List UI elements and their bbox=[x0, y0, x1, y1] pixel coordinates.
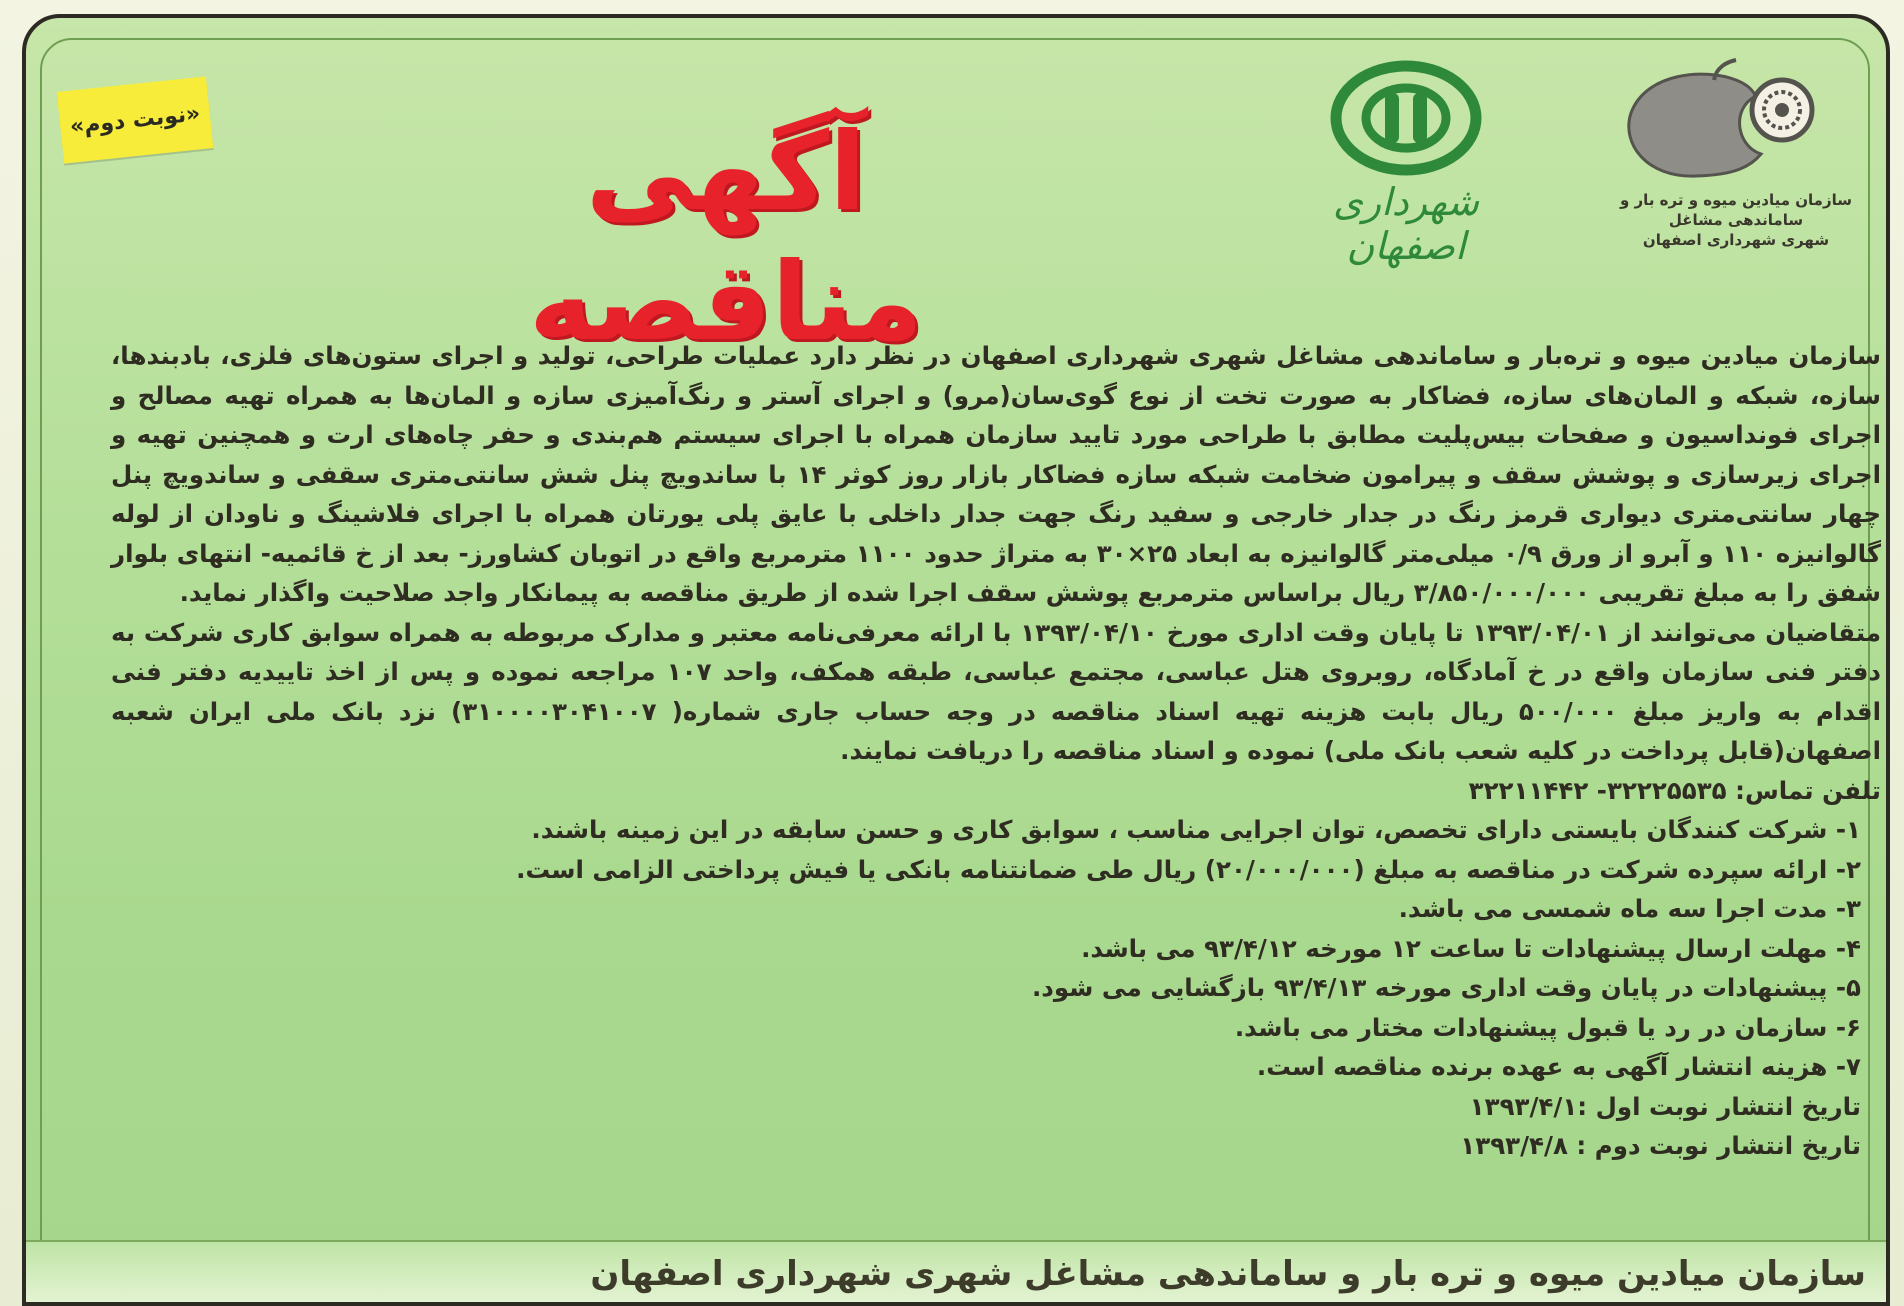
publication-dates bbox=[111, 1087, 1881, 1166]
second-publication-date: تاریخ انتشار نوبت دوم : ۱۳۹۳/۴/۸ bbox=[1460, 1131, 1861, 1160]
tender-advertisement bbox=[22, 14, 1890, 1306]
municipality-emblem-icon bbox=[1281, 58, 1531, 183]
condition-item: ۵- پیشنهادات در پایان وقت اداری مورخه ۹۳/۴/۱۳ بازگشایی می شود. bbox=[1031, 973, 1861, 1002]
phone-numbers: ۳۲۲۲۵۵۳۵- ۳۲۲۱۱۴۴۲ bbox=[1468, 775, 1727, 805]
ad-title: آگهی مناقصه bbox=[528, 110, 924, 365]
org-caption-line-1: سازمان میادین میوه و تره بار و ساماندهی مشاغل bbox=[1620, 191, 1852, 229]
organization-logo bbox=[1586, 58, 1866, 248]
apple-emblem-icon bbox=[1586, 58, 1866, 188]
contact-phone bbox=[111, 771, 1881, 811]
conditions-list bbox=[111, 810, 1881, 1087]
organization-logo-caption bbox=[1586, 190, 1886, 250]
municipality-logo bbox=[1281, 58, 1531, 268]
org-caption-line-2: شهری شهرداری اصفهان bbox=[1642, 231, 1830, 249]
phone-label: تلفن تماس: bbox=[1735, 775, 1881, 805]
municipality-logo-text: شهرداری اصفهان bbox=[1333, 180, 1479, 268]
first-publication-date: تاریخ انتشار نوبت اول :۱۳۹۳/۴/۱ bbox=[1469, 1091, 1861, 1121]
second-publication-badge: «نوبت دوم» bbox=[57, 76, 214, 163]
condition-item: ۱- شرکت کنندگان بایستی دارای تخصص، توان اجرایی مناسب ، سوابق کاری و حسن سابقه در این زمینه باشند. bbox=[531, 815, 1861, 844]
condition-item: ۶- سازمان در رد یا قبول پیشنهادات مختار می باشد. bbox=[1234, 1012, 1861, 1042]
application-instructions: متقاضیان می‌توانند از ۱۳۹۳/۰۴/۰۱ تا پایان وقت اداری مورخ ۱۳۹۳/۰۴/۱۰ با ارائه معرفی‌نامه معتبر و مدارک مربوطه به همراه سوابق کاری شرکت به دفتر فنی سازمان واقع در خ آمادگاه، روبروی هتل عباسی، مجتمع عباسی، طبقه همکف، واحد ۱۰۷ مراجعه نموده و پس از اخذ تاییدیه دفتر فنی اقدام به واریز مبلغ ۵۰۰/۰۰۰ ریال بابت هزینه تهیه اسناد مناقصه در وجه حساب جاری شماره( ۳۱۰۰۰۰۳۰۴۱۰۰۷) نزد بانک ملی ایران شعبه اصفهان(قابل پرداخت در کلیه شعب بانک ملی) نموده و اسناد مناقصه را دریافت نمایند. bbox=[111, 617, 1881, 765]
tender-description: سازمان میادین میوه و تره‌بار و ساماندهی مشاغل شهری شهرداری اصفهان در نظر دارد عملیات طراحی، تولید و اجرای ستون‌های فلزی، بادبندها، سازه، شبکه و المان‌های سازه، فضاکار به صورت تخت از نوع گوی‌سان(مرو) و اجرای آستر و رنگ‌آمیزی سازه و المان‌ها به همراه تهیه مصالح و اجرای فونداسیون و صفحات بیس‌پلیت مطابق با طراحی مورد تایید سازمان همراه با اجرای سیستم هم‌بندی و حفر چاه‌های ارت و همچنین تهیه و اجرای زیرسازی و پوشش سقف و پیرامون ضخامت شبکه سازه فضاکار بازار روز کوثر ۱۴ با ساندویچ پنل شش سانتی‌متری سقفی و ساندویچ پنل چهار سانتی‌متری دیواری قرمز رنگ در جدار خارجی و سفید رنگ جهت جدار داخلی با عایق پلی یورتان همراه با اجرای فلاشینگ و ناودان از لوله گالوانیزه ۱۱۰ و آبرو از ورق ۰/۹ میلی‌متر گالوانیزه به ابعاد ۲۵×۳۰ به متراژ حدود ۱۱۰۰ مترمربع واقع در اتوبان کشاورز- بعد از خ قائمیه- انتهای بلوار شفق را به مبلغ تقریبی ۳/۸۵۰/۰۰۰/۰۰۰ ریال براساس مترمربع پوشش سقف اجرا شده از طریق مناقصه به پیمانکار واجد صلاحیت واگذار نماید. bbox=[111, 341, 1882, 607]
condition-item: ۷- هزینه انتشار آگهی به عهده برنده مناقصه است. bbox=[1256, 1052, 1861, 1081]
footer-band bbox=[26, 1240, 1886, 1302]
footer-organization-name: سازمان میادین میوه و تره بار و ساماندهی مشاغل شهری شهرداری اصفهان bbox=[590, 1254, 1866, 1294]
condition-item: ۴- مهلت ارسال پیشنهادات تا ساعت ۱۲ مورخه ۹۳/۴/۱۲ می باشد. bbox=[1081, 933, 1861, 963]
condition-item: ۲- ارائه سپرده شرکت در مناقصه به مبلغ (۲۰/۰۰۰/۰۰۰) ریال طی ضمانتنامه بانکی یا فیش پرداختی الزامی است. bbox=[516, 854, 1861, 884]
condition-item: ۳- مدت اجرا سه ماه شمسی می باشد. bbox=[1398, 894, 1861, 923]
ad-body bbox=[111, 336, 1881, 1166]
